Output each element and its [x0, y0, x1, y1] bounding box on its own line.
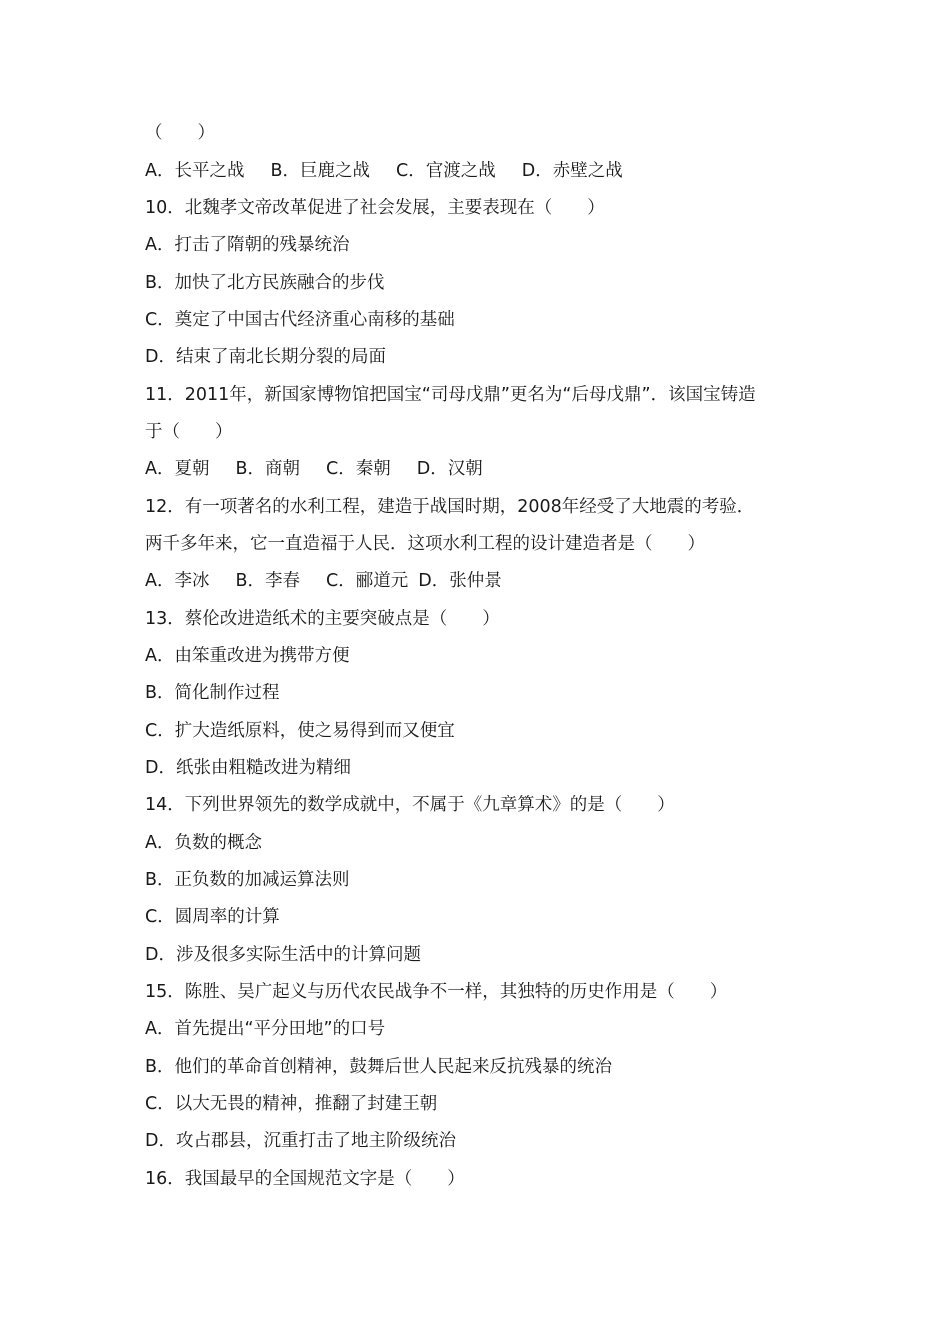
option-c: C．秦朝	[326, 459, 391, 479]
q10-option-a: A．打击了隋朝的残暴统治	[145, 235, 350, 255]
q13-option-a: A．由笨重改进为携带方便	[145, 646, 350, 666]
q13-option-d: D．纸张由粗糙改进为精细	[145, 758, 351, 778]
options-row-q12	[145, 569, 502, 593]
answer-blank: （ ）	[145, 123, 215, 143]
option-a: A．夏朝	[145, 459, 210, 479]
q15-option-a: A．首先提出“平分田地”的口号	[145, 1019, 386, 1039]
option-a: A．李冰	[145, 571, 210, 591]
question-11-line-2: 于（ ）	[145, 422, 233, 442]
option-a: A．长平之战	[145, 161, 245, 181]
question-11-line-1: 11．2011年，新国家博物馆把国宝“司母戊鼎”更名为“后母戊鼎”．该国宝铸造	[145, 385, 756, 405]
question-12-line-1: 12．有一项著名的水利工程，建造于战国时期，2008年经受了大地震的考验．	[145, 497, 755, 517]
q10-option-c: C．奠定了中国古代经济重心南移的基础	[145, 310, 455, 330]
option-c: C．官渡之战	[396, 161, 496, 181]
question-12-line-2: 两千多年来，它一直造福于人民．这项水利工程的设计建造者是（ ）	[145, 534, 705, 554]
q14-option-b: B．正负数的加减运算法则	[145, 870, 350, 890]
q10-option-d: D．结束了南北长期分裂的局面	[145, 347, 386, 367]
q13-option-c: C．扩大造纸原料，使之易得到而又便宜	[145, 721, 455, 741]
question-10: 10．北魏孝文帝改革促进了社会发展，主要表现在（ ）	[145, 198, 605, 218]
q15-option-b: B．他们的革命首创精神，鼓舞后世人民起来反抗残暴的统治	[145, 1057, 613, 1077]
options-row-q11	[145, 457, 483, 481]
option-b: B．巨鹿之战	[270, 161, 370, 181]
q10-option-b: B．加快了北方民族融合的步伐	[145, 273, 385, 293]
question-14: 14．下列世界领先的数学成就中，不属于《九章算术》的是（ ）	[145, 795, 675, 815]
q14-option-a: A．负数的概念	[145, 833, 262, 853]
options-row-q9	[145, 159, 623, 183]
question-16: 16．我国最早的全国规范文字是（ ）	[145, 1169, 465, 1189]
option-b: B．李春	[235, 571, 300, 591]
option-d: D．赤壁之战	[521, 161, 623, 181]
option-c: C．郦道元	[326, 571, 409, 591]
q15-option-d: D．攻占郡县，沉重打击了地主阶级统治	[145, 1131, 456, 1151]
q15-option-c: C．以大无畏的精神，推翻了封建王朝	[145, 1094, 438, 1114]
option-d: D．汉朝	[416, 459, 483, 479]
q14-option-d: D．涉及很多实际生活中的计算问题	[145, 945, 421, 965]
q14-option-c: C．圆周率的计算	[145, 907, 280, 927]
question-13: 13．蔡伦改进造纸术的主要突破点是（ ）	[145, 609, 500, 629]
question-15: 15．陈胜、吴广起义与历代农民战争不一样，其独特的历史作用是（ ）	[145, 982, 728, 1002]
option-b: B．商朝	[235, 459, 300, 479]
option-d: D．张仲景	[418, 571, 502, 591]
q13-option-b: B．简化制作过程	[145, 683, 280, 703]
